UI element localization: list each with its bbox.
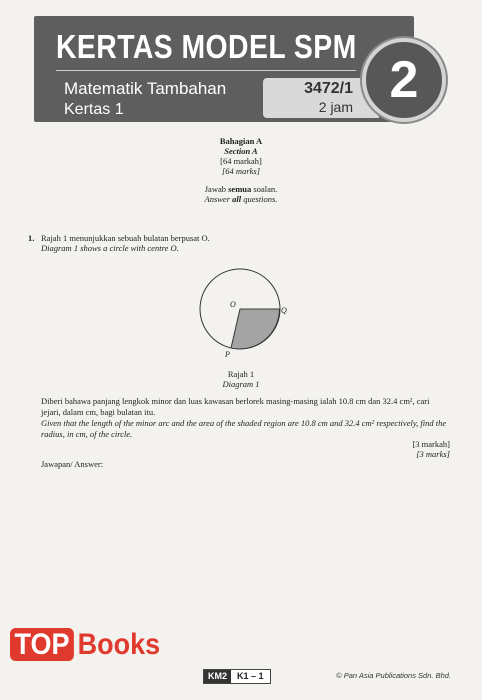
logo-books: Books bbox=[77, 628, 161, 661]
question-body-en: Given that the length of the minor arc and the area of the shaded region are 10.8 cm and 32.4 cm² respectively, find the radius, in cm, of the circle. bbox=[41, 418, 447, 439]
label-o: O bbox=[230, 300, 236, 309]
label-p: P bbox=[225, 350, 230, 359]
page-code-series: KM2 bbox=[204, 670, 231, 683]
section-title-en: Section A bbox=[224, 146, 258, 156]
page-code-number: K1 – 1 bbox=[231, 670, 270, 683]
question-intro-en: Diagram 1 shows a circle with centre O. bbox=[41, 243, 179, 253]
paper-code: 3472/1 bbox=[304, 80, 353, 97]
question-intro-ms: Rajah 1 menunjukkan sebuah bulatan berpusat O. bbox=[41, 233, 210, 243]
figure-caption-en: Diagram 1 bbox=[222, 379, 260, 389]
section-marks-ms: [64 markah] bbox=[220, 156, 262, 166]
circle-diagram bbox=[193, 265, 293, 365]
label-q: Q bbox=[281, 306, 287, 315]
page-code bbox=[203, 669, 271, 684]
paper-name: Kertas 1 bbox=[64, 101, 124, 118]
subject-name: Matematik Tambahan bbox=[64, 79, 227, 98]
model-number-badge: 2 bbox=[362, 38, 446, 122]
paper-duration: 2 jam bbox=[318, 99, 353, 115]
question-body-ms: Diberi bahawa panjang lengkok minor dan luas kawasan berlorek masing-masing ialah 10.8 cm dan 32.4 cm², cari jejari, dalam cm, bagi bulatan itu. bbox=[41, 396, 430, 417]
instruction-ms: Jawab semua soalan. bbox=[204, 184, 278, 194]
question-number: 1. bbox=[28, 233, 35, 243]
marks-ms: [3 markah] bbox=[412, 439, 450, 449]
header-banner bbox=[34, 16, 414, 122]
topbooks-logo bbox=[10, 628, 160, 662]
publisher-credit: © Pan Asia Publications Sdn. Bhd. bbox=[336, 671, 451, 680]
marks-en: [3 marks] bbox=[416, 449, 450, 459]
logo-top: TOP bbox=[10, 628, 74, 661]
page-title: KERTAS MODEL SPM bbox=[56, 28, 357, 65]
section-marks-en: [64 marks] bbox=[221, 166, 261, 176]
answer-label: Jawapan/ Answer: bbox=[41, 459, 104, 469]
figure-caption-ms: Rajah 1 bbox=[227, 369, 255, 379]
instruction-en: Answer all questions. bbox=[204, 194, 278, 204]
section-title-ms: Bahagian A bbox=[219, 136, 263, 146]
